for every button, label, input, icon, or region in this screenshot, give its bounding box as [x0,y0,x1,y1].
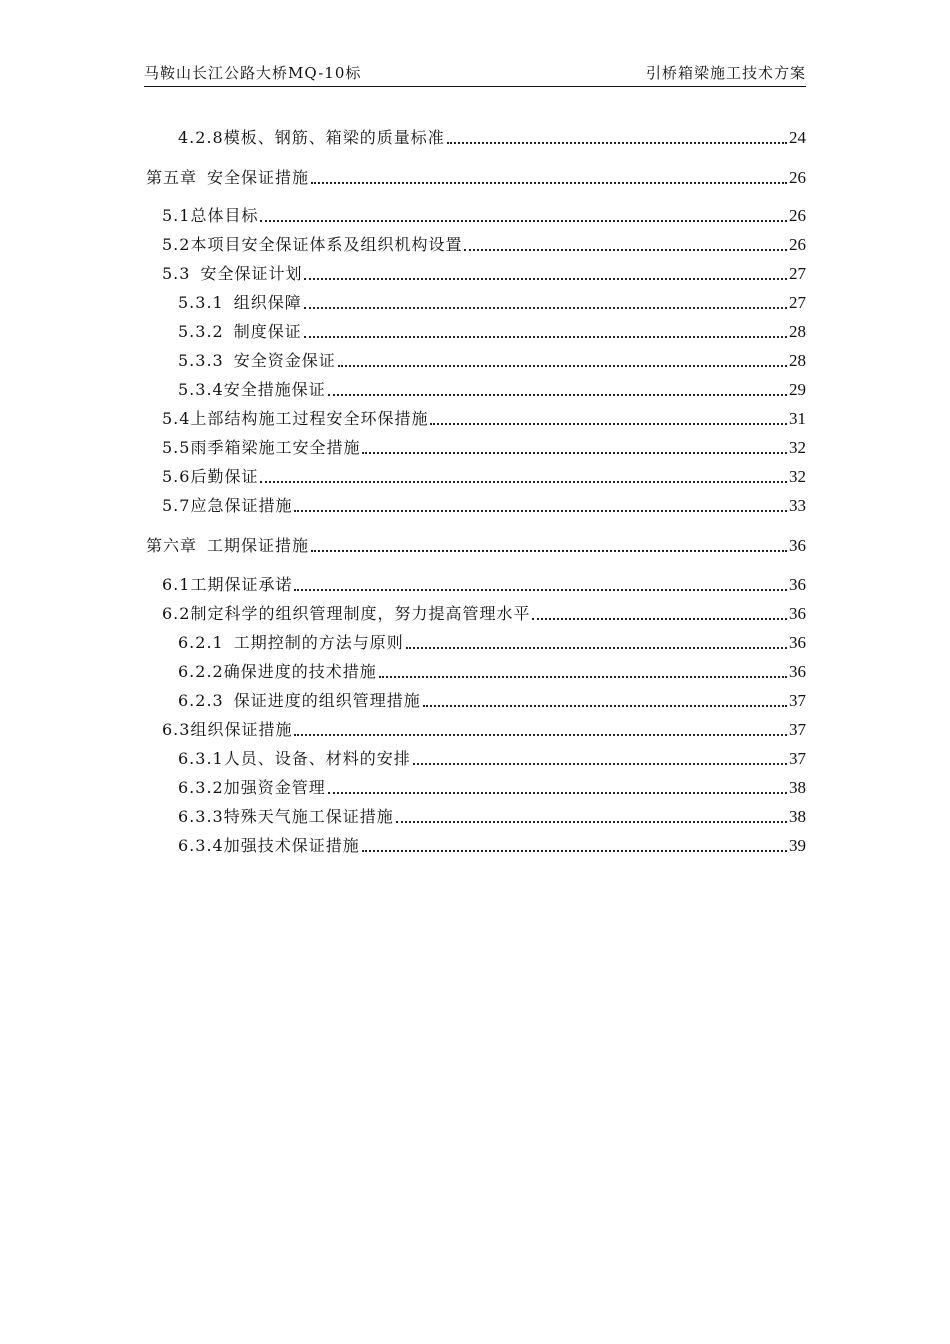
toc-entry-page: 26 [789,206,806,225]
toc-entry-title: 人员、设备、材料的安排 [223,749,411,768]
toc-entry-title: 工期保证承诺 [190,575,293,594]
toc-leader-dots [464,249,787,251]
toc-leader-dots [338,365,787,367]
toc-entry[interactable] [144,687,806,711]
toc-leader-dots [304,336,787,338]
toc-entry-page: 36 [789,604,806,623]
toc-entry-number: 6.2.1 [178,633,224,652]
toc-entry-title: 应急保证措施 [190,496,293,515]
toc-entry-page: 27 [789,264,806,283]
toc-entry[interactable] [144,774,806,798]
toc-entry-number: 5.3 [162,264,191,283]
toc-entry-number: 第五章 [146,168,198,187]
header-divider [144,86,806,87]
toc-entry[interactable] [144,492,806,516]
header-left-title: 马鞍山长江公路大桥MQ-10标 [144,64,362,82]
toc-entry-number: 6.3.1 [178,749,224,768]
toc-entry-title: 保证进度的组织管理措施 [233,691,421,710]
toc-leader-dots [423,705,787,707]
toc-entry-page: 26 [789,168,806,187]
toc-entry[interactable] [144,124,806,148]
toc-entry[interactable] [144,745,806,769]
toc-entry-number: 5.3.4 [178,380,224,399]
toc-entry-number: 5.4 [162,409,191,428]
toc-entry-title: 本项目安全保证体系及组织机构设置 [190,235,463,254]
toc-entry-page: 29 [789,380,806,399]
toc-entry-number: 5.2 [162,235,191,254]
toc-leader-dots [304,307,787,309]
toc-entry-number: 5.3.2 [178,322,224,341]
toc-entry-title: 制定科学的组织管理制度，努力提高管理水平 [190,604,531,623]
toc-entry-page: 26 [789,235,806,254]
toc-entry-page: 37 [789,720,806,739]
toc-entry-title: 上部结构施工过程安全环保措施 [190,409,429,428]
toc-entry-page: 36 [789,633,806,652]
toc-leader-dots [413,763,787,765]
toc-entry-number: 6.2.2 [178,662,224,681]
toc-entry-page: 38 [789,807,806,826]
toc-entry-title: 安全保证计划 [200,264,303,283]
toc-entry-page: 24 [789,128,806,147]
toc-entry-title: 特殊天气施工保证措施 [223,807,394,826]
toc-leader-dots [260,220,787,222]
toc-leader-dots [396,821,787,823]
toc-leader-dots [260,481,787,483]
toc-leader-dots [311,182,787,184]
header-right-title: 引桥箱梁施工技术方案 [645,64,806,82]
toc-entry-page: 36 [789,536,806,555]
toc-entry-title: 安全措施保证 [223,380,326,399]
toc-leader-dots [328,792,787,794]
toc-entry-number: 6.3.2 [178,778,224,797]
toc-entry-number: 5.3.1 [178,293,224,312]
toc-entry-title: 加强资金管理 [223,778,326,797]
toc-entry-page: 32 [789,438,806,457]
toc-leader-dots [362,850,787,852]
toc-entry[interactable] [144,571,806,595]
toc-entry[interactable] [144,260,806,284]
toc-leader-dots [406,647,787,649]
toc-entry-page: 37 [789,691,806,710]
toc-leader-dots [379,676,787,678]
toc-entry-page: 33 [789,496,806,515]
toc-entry-number: 5.3.3 [178,351,224,370]
toc-entry[interactable] [144,463,806,487]
toc-leader-dots [532,618,787,620]
toc-leader-dots [311,550,787,552]
toc-leader-dots [294,510,787,512]
toc-entry-page: 37 [789,749,806,768]
toc-entry-title: 雨季箱梁施工安全措施 [190,438,361,457]
toc-entry[interactable] [144,600,806,624]
toc-entry[interactable] [144,376,806,400]
toc-entry-number: 5.7 [162,496,191,515]
toc-entry-title: 工期控制的方法与原则 [233,633,404,652]
toc-entry-number: 5.5 [162,438,191,457]
page-header [144,64,806,82]
toc-leader-dots [447,142,787,144]
toc-entry-number: 4.2.8 [178,128,224,147]
toc-leader-dots [430,423,787,425]
toc-entry-page: 31 [789,409,806,428]
toc-entry[interactable] [144,347,806,371]
toc-entry[interactable] [144,405,806,429]
toc-entry[interactable] [144,318,806,342]
toc-entry[interactable] [144,202,806,226]
toc-entry-page: 36 [789,575,806,594]
toc-entry[interactable] [144,289,806,313]
toc-entry-page: 28 [789,322,806,341]
toc-entry-title: 组织保证措施 [190,720,293,739]
toc-leader-dots [294,589,787,591]
toc-leader-dots [362,452,787,454]
toc-entry-number: 6.2.3 [178,691,224,710]
toc-leader-dots [328,394,787,396]
toc-entry-number: 6.2 [162,604,191,623]
toc-entry-title: 工期保证措施 [207,536,310,555]
toc-entry[interactable] [144,803,806,827]
toc-entry-number: 第六章 [146,536,198,555]
toc-entry[interactable] [144,658,806,682]
toc-entry-title: 安全保证措施 [207,168,310,187]
toc-entry-title: 制度保证 [233,322,302,341]
toc-entry-title: 确保进度的技术措施 [223,662,377,681]
toc-entry-number: 5.1 [162,206,191,225]
toc-entry-title: 组织保障 [233,293,302,312]
toc-entry-number: 6.3.4 [178,836,224,855]
toc-entry[interactable] [144,532,806,556]
toc-entry[interactable] [144,832,806,856]
toc-entry[interactable] [144,231,806,255]
toc-entry-title: 模板、钢筋、箱梁的质量标准 [223,128,445,147]
toc-entry[interactable] [144,434,806,458]
toc-entry-number: 6.1 [162,575,191,594]
toc-entry-number: 6.3 [162,720,191,739]
toc-leader-dots [304,278,787,280]
toc-entry-number: 5.6 [162,467,191,486]
toc-entry-page: 32 [789,467,806,486]
toc-entry-page: 36 [789,662,806,681]
toc-leader-dots [294,734,787,736]
toc-entry-page: 28 [789,351,806,370]
toc-entry-title: 总体目标 [190,206,259,225]
toc-entry-page: 39 [789,836,806,855]
toc-entry-title: 加强技术保证措施 [223,836,360,855]
toc-entry-page: 27 [789,293,806,312]
toc-entry-number: 6.3.3 [178,807,224,826]
toc-entry[interactable] [144,164,806,188]
toc-entry-title: 后勤保证 [190,467,259,486]
toc-entry-title: 安全资金保证 [233,351,336,370]
toc-entry[interactable] [144,716,806,740]
toc-entry-page: 38 [789,778,806,797]
toc-entry[interactable] [144,629,806,653]
